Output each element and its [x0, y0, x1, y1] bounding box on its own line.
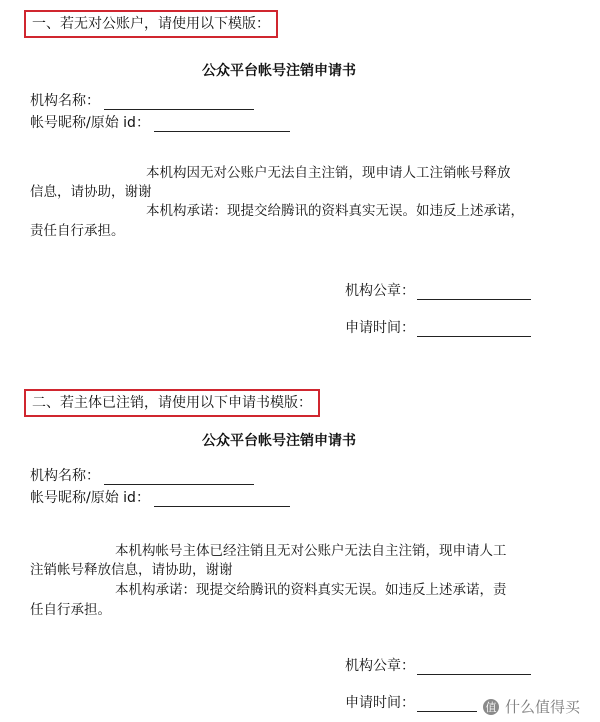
section1-title: 公众平台帐号注销申请书: [202, 63, 356, 79]
section1-commitment-line2: 责任自行承担。: [30, 223, 125, 239]
section1-commitment-line1: 本机构承诺：现提交给腾讯的资料真实无误。如违反上述承诺，: [146, 203, 524, 219]
section2-commitment-line2: 任自行承担。: [30, 602, 111, 618]
section1-account-field: [30, 112, 290, 132]
section2-body-line2: 注销帐号释放信息，请协助，谢谢: [30, 562, 233, 578]
date-label: 申请时间：: [345, 695, 415, 711]
watermark: [482, 696, 580, 717]
seal-blank: [417, 662, 531, 675]
account-label: 帐号昵称/原始 id：: [30, 490, 150, 506]
section2-date-field: [345, 692, 477, 712]
section2-account-field: [30, 487, 290, 507]
seal-blank: [417, 287, 531, 300]
section1-date-field: [345, 317, 531, 337]
section2-commitment-line1: 本机构承诺：现提交给腾讯的资料真实无误。如违反上述承诺，责: [115, 582, 507, 598]
section2-header: 二、若主体已注销，请使用以下申请书模版：: [24, 389, 320, 417]
section1-header: 一、若无对公账户，请使用以下模版：: [24, 10, 278, 38]
org-name-blank: [104, 472, 254, 485]
org-name-label: 机构名称：: [30, 468, 100, 484]
date-blank: [417, 324, 531, 337]
section2-org-name-field: [30, 465, 254, 485]
section1-seal-field: [345, 280, 531, 300]
watermark-text: 什么值得买: [505, 698, 581, 716]
section2-seal-field: [345, 655, 531, 675]
section2-title: 公众平台帐号注销申请书: [202, 433, 356, 449]
section1-body-line2: 信息，请协助，谢谢: [30, 184, 152, 200]
section1-org-name-field: [30, 90, 254, 110]
seal-label: 机构公章：: [345, 658, 415, 674]
org-name-blank: [104, 97, 254, 110]
account-label: 帐号昵称/原始 id：: [30, 115, 150, 131]
account-blank: [154, 494, 290, 507]
account-blank: [154, 119, 290, 132]
section1-body-line1: 本机构因无对公账户无法自主注销，现申请人工注销帐号释放: [146, 165, 511, 181]
date-label: 申请时间：: [345, 320, 415, 336]
seal-label: 机构公章：: [345, 283, 415, 299]
section2-body-line1: 本机构帐号主体已经注销且无对公账户无法自主注销，现申请人工: [115, 543, 507, 559]
org-name-label: 机构名称：: [30, 93, 100, 109]
svg-text:值: 值: [485, 700, 497, 714]
smzdm-logo-icon: [482, 698, 500, 716]
date-blank: [417, 699, 477, 712]
